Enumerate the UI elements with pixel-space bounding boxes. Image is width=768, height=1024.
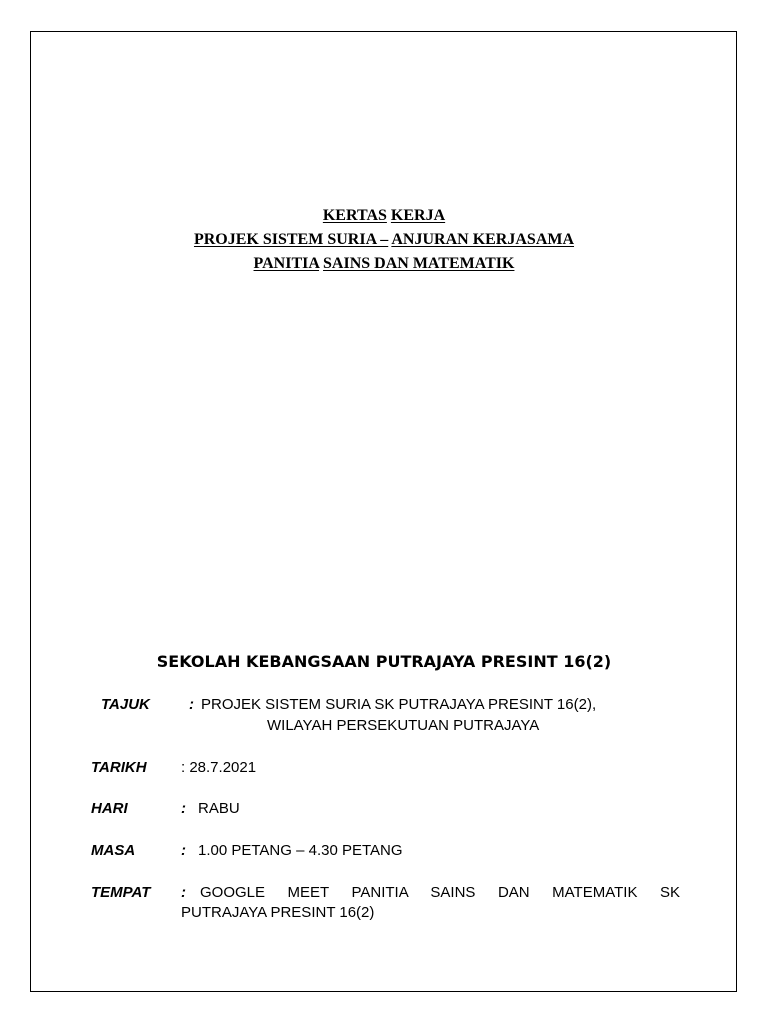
title-line-2-part-1: PROJEK SISTEM SURIA – xyxy=(193,231,389,248)
field-tempat-value-line-1-text: GOOGLE MEET PANITIA SAINS DAN MATEMATIK SK xyxy=(200,884,680,901)
title-line-2-part-2: ANJURAN KERJASAMA xyxy=(391,231,575,248)
title-line-3-part-1: PANITIA xyxy=(253,255,320,272)
title-line-1-part-1: KERTAS xyxy=(322,207,387,224)
field-tempat-value-line-2: PUTRAJAYA PRESINT 16(2) xyxy=(181,904,375,921)
field-masa-colon: : xyxy=(181,842,186,859)
field-tajuk-value-line-2: WILAYAH PERSEKUTUAN PUTRAJAYA xyxy=(267,717,540,734)
title-line-1-part-2: KERJA xyxy=(390,207,446,224)
field-tajuk-colon: : xyxy=(189,696,194,713)
title-line-3-part-2: SAINS DAN MATEMATIK xyxy=(323,255,515,272)
title-line-2 xyxy=(0,228,768,252)
field-tempat-value-line-1 xyxy=(200,883,680,902)
field-tajuk-value-line-1: PROJEK SISTEM SURIA SK PUTRAJAYA PRESINT 16(2), xyxy=(201,696,597,713)
field-tarikh-value: : 28.7.2021 xyxy=(181,759,257,776)
field-tajuk-label: TAJUK xyxy=(101,696,150,713)
field-masa-value: 1.00 PETANG – 4.30 PETANG xyxy=(198,842,403,859)
field-tempat-label: TEMPAT xyxy=(91,884,151,901)
field-hari-value: RABU xyxy=(198,800,240,817)
school-name: SEKOLAH KEBANGSAAN PUTRAJAYA PRESINT 16(2) xyxy=(156,652,612,671)
field-masa-label: MASA xyxy=(91,842,136,859)
field-tarikh-label: TARIKH xyxy=(91,759,147,776)
title-line-1 xyxy=(0,204,768,228)
field-hari-colon: : xyxy=(181,800,186,817)
title-line-3 xyxy=(0,252,768,276)
document-title xyxy=(0,204,768,276)
field-hari-label: HARI xyxy=(91,800,128,817)
field-tempat-colon: : xyxy=(181,884,186,901)
